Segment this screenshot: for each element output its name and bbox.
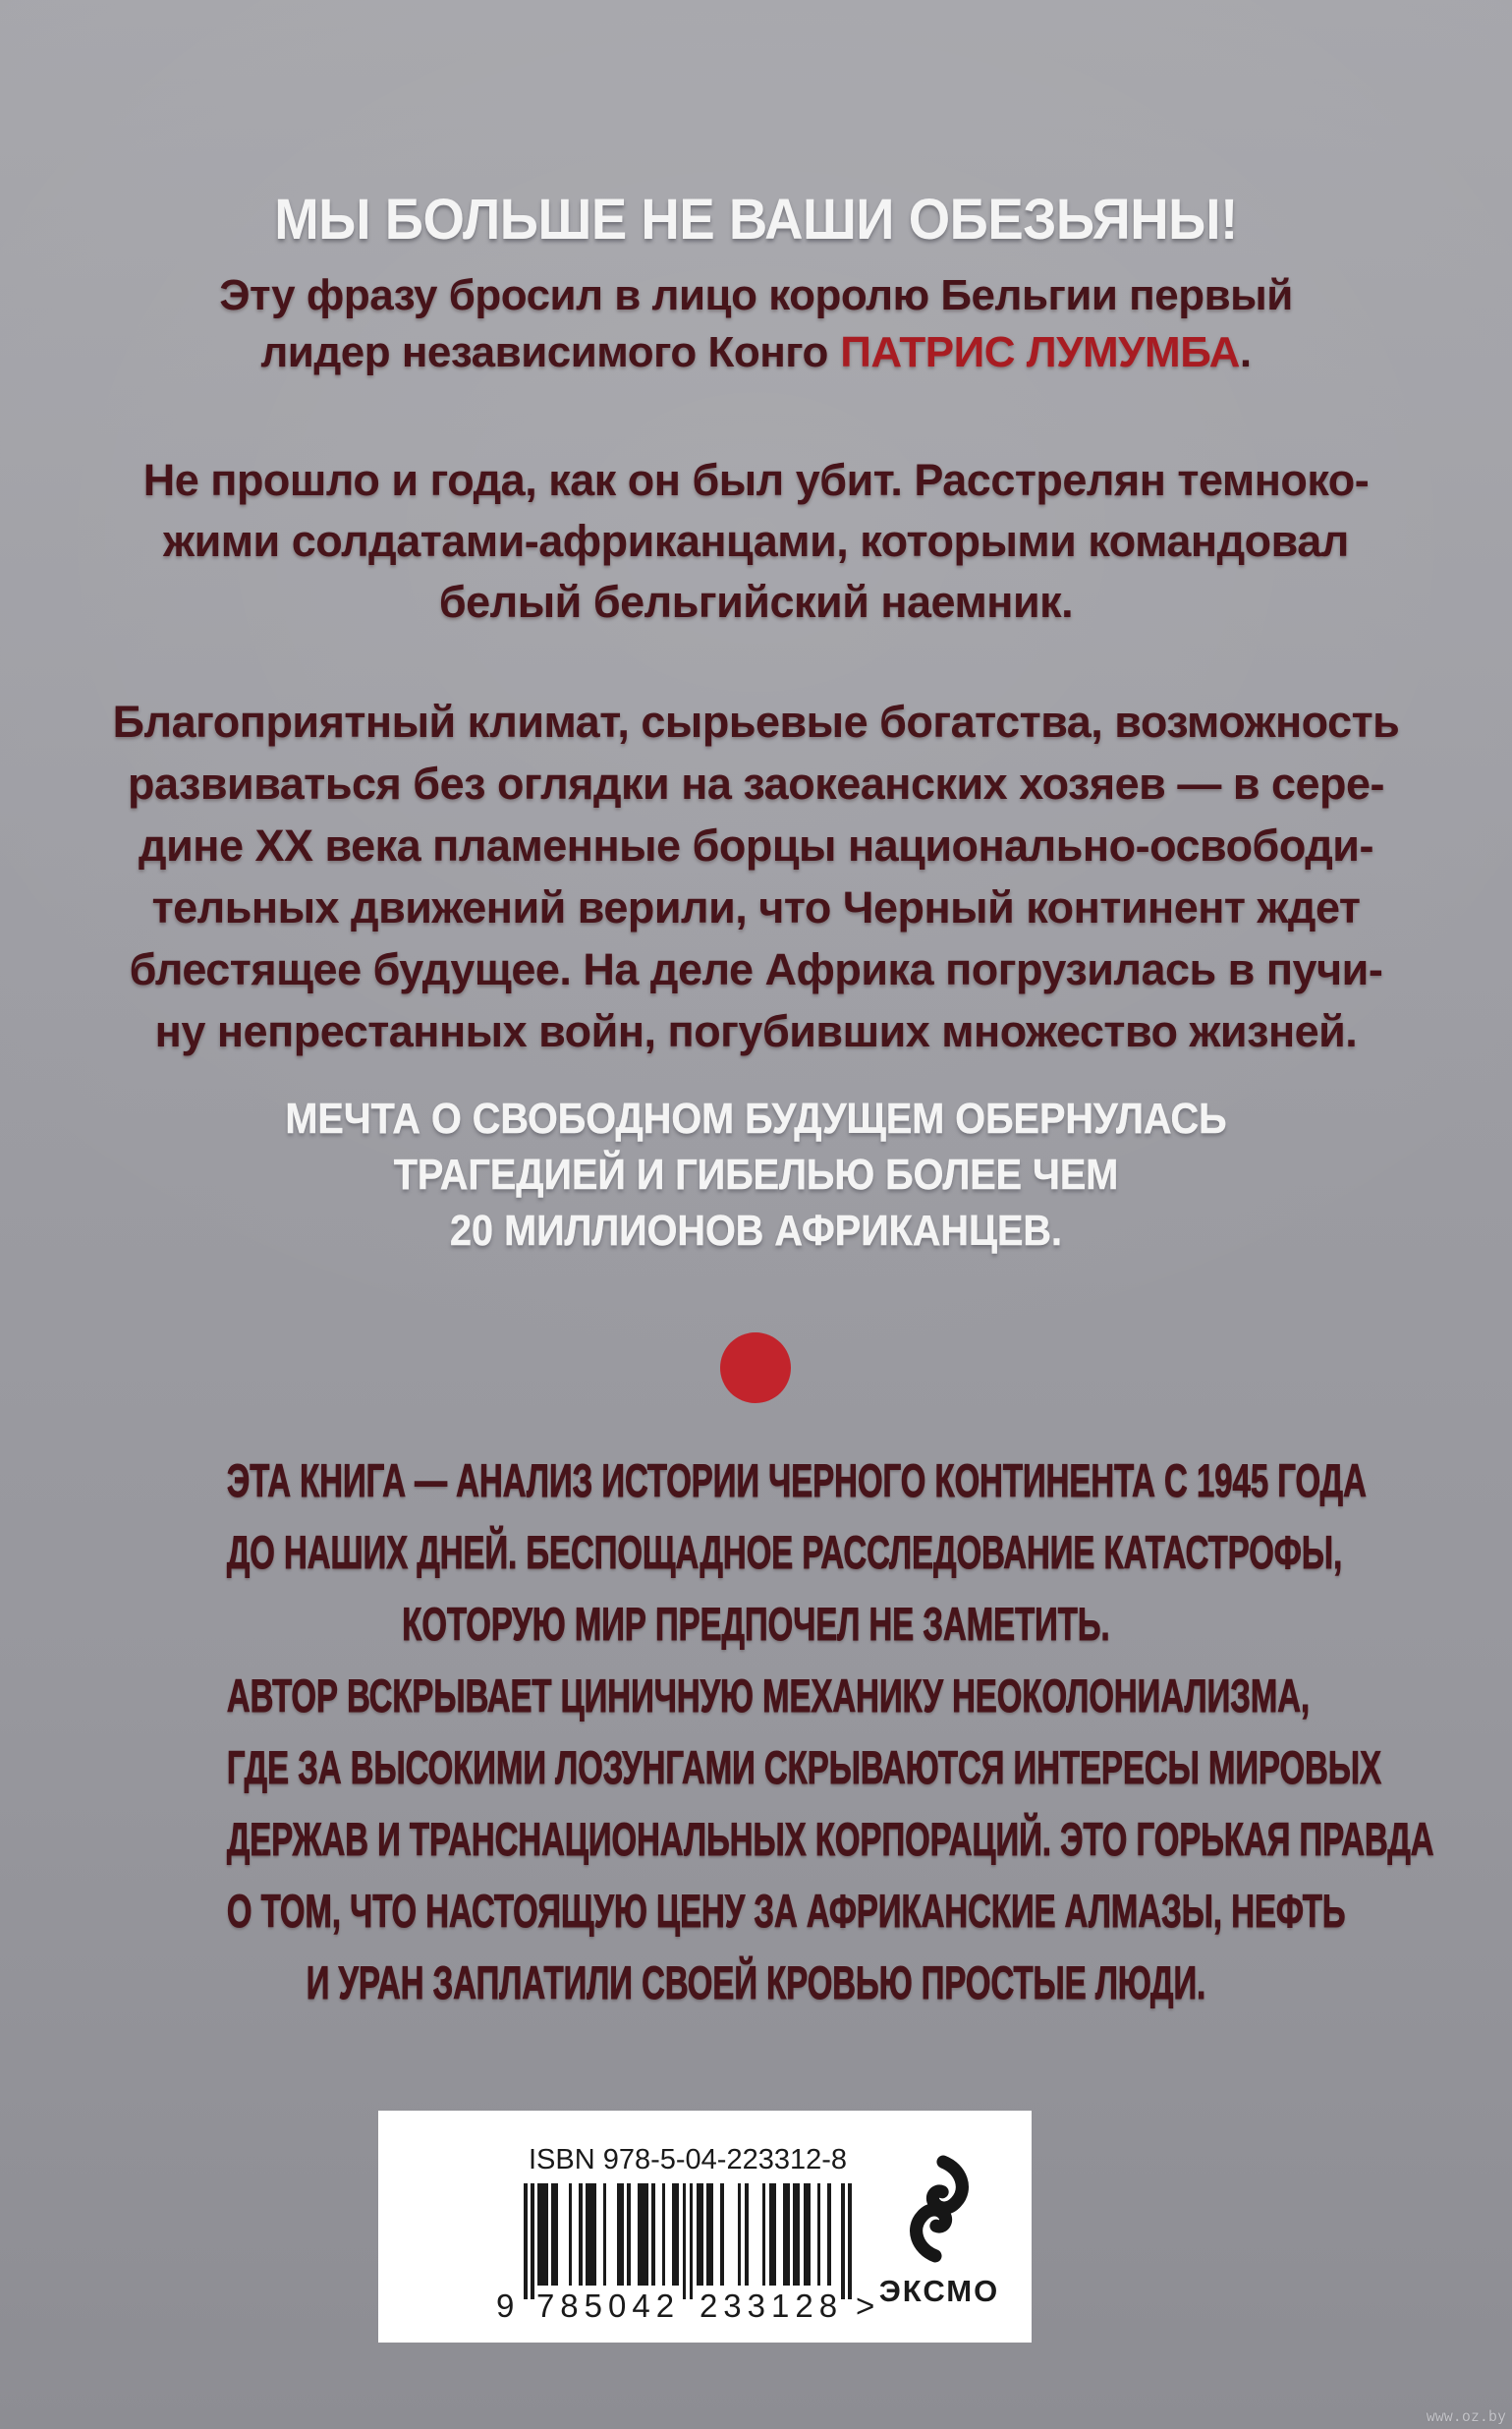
barcode-digit-lead: 9 bbox=[496, 2288, 515, 2324]
murder-line: Не прошло и года, как он был убит. Расстрелян темноко- bbox=[142, 455, 1370, 505]
watermark: www.oz.by bbox=[1426, 2407, 1506, 2425]
barcode-digit-group-1: 785042 bbox=[535, 2288, 681, 2324]
annotation-line: ДО НАШИХ ДНЕЙ. БЕСПОЩАДНОЕ РАССЛЕДОВАНИЕ КАТАСТРОФЫ, bbox=[226, 1526, 1343, 1578]
barcode-bar bbox=[569, 2183, 573, 2286]
africa-paragraph bbox=[0, 691, 1512, 1062]
barcode-bar bbox=[793, 2183, 800, 2286]
murder-line: жими солдатами-африканцами, которыми командовал bbox=[163, 516, 1349, 566]
lumumba-name: ПАТРИС ЛУМУМБА bbox=[840, 328, 1240, 376]
barcode-bar bbox=[586, 2183, 596, 2286]
barcode-bar bbox=[537, 2183, 548, 2286]
barcode-bar bbox=[617, 2183, 624, 2286]
barcode-bar bbox=[848, 2183, 852, 2299]
africa-line: ну непрестанных войн, погубивших множество жизней. bbox=[154, 1006, 1358, 1056]
intro-line-2-suffix: . bbox=[1239, 328, 1252, 376]
barcode-bar bbox=[745, 2183, 749, 2286]
red-dot-divider-icon bbox=[720, 1332, 791, 1403]
africa-line: Благоприятный климат, сырьевые богатства, возможность bbox=[112, 697, 1400, 747]
intro-line-2-prefix: лидер независимого Конго bbox=[260, 328, 828, 376]
isbn-label: ISBN 978-5-04-223312-8 bbox=[528, 2144, 848, 2175]
barcode-bar bbox=[804, 2183, 811, 2286]
barcode-bar bbox=[662, 2183, 666, 2286]
africa-line: дине XX века пламенные борцы национально-освободи- bbox=[139, 820, 1373, 871]
barcode-bar bbox=[720, 2183, 724, 2286]
barcode-bar bbox=[603, 2183, 607, 2286]
annotation-line: ДЕРЖАВ И ТРАНСНАЦИОНАЛЬНЫХ КОРПОРАЦИЙ. ЭТО ГОРЬКАЯ ПРАВДА bbox=[226, 1813, 1434, 1865]
annotation-line: КОТОРУЮ МИР ПРЕДПОЧЕЛ НЕ ЗАМЕТИТЬ. bbox=[402, 1598, 1110, 1650]
annotation-line: И УРАН ЗАПЛАТИЛИ СВОЕЙ КРОВЬЮ ПРОСТЫЕ ЛЮДИ. bbox=[306, 1956, 1206, 2008]
dream-line: МЕЧТА О СВОБОДНОМ БУДУЩЕМ ОБЕРНУЛАСЬ bbox=[285, 1095, 1227, 1143]
barcode-bar bbox=[627, 2183, 631, 2286]
barcode-bar bbox=[683, 2183, 687, 2299]
barcode-box bbox=[378, 2111, 1032, 2343]
publisher-name: ЭКСМО bbox=[878, 2274, 1000, 2308]
barcode-bar bbox=[638, 2183, 648, 2286]
barcode-bar bbox=[531, 2183, 534, 2299]
annotation-line: ГДЕ ЗА ВЫСОКИМИ ЛОЗУНГАМИ СКРЫВАЮТСЯ ИНТЕРЕСЫ МИРОВЫХ bbox=[226, 1741, 1382, 1793]
dream-block bbox=[76, 1091, 1436, 1259]
murder-line: белый бельгийский наемник. bbox=[438, 577, 1074, 627]
barcode-bar bbox=[841, 2183, 845, 2299]
barcode-bar bbox=[769, 2183, 776, 2286]
eksmo-logo-icon bbox=[898, 2154, 980, 2264]
annotation-line: АВТОР ВСКРЫВАЕТ ЦИНИЧНУЮ МЕХАНИКУ НЕОКОЛОНИАЛИЗМА, bbox=[226, 1669, 1311, 1722]
dream-line: ТРАГЕДИЕЙ И ГИБЕЛЬЮ БОЛЕЕ ЧЕМ bbox=[393, 1151, 1119, 1199]
barcode-bar bbox=[524, 2183, 528, 2299]
barcode-bar bbox=[817, 2183, 821, 2286]
publisher-block bbox=[874, 2154, 1004, 2309]
barcode-bar bbox=[690, 2183, 694, 2299]
africa-line: тельных движений верили, что Черный континент ждет bbox=[151, 882, 1361, 932]
africa-line: блестящее будущее. На деле Африка погрузилась в пучи- bbox=[129, 944, 1383, 994]
barcode-bar bbox=[827, 2183, 831, 2286]
barcode-bar bbox=[579, 2183, 583, 2286]
barcode-bar bbox=[762, 2183, 766, 2286]
murder-paragraph bbox=[0, 450, 1512, 633]
annotation-line: О ТОМ, ЧТО НАСТОЯЩУЮ ЦЕНУ ЗА АФРИКАНСКИЕ АЛМАЗЫ, НЕФТЬ bbox=[226, 1885, 1346, 1937]
barcode-group bbox=[496, 2144, 875, 2324]
barcode-bar bbox=[738, 2183, 742, 2286]
barcode-bar bbox=[783, 2183, 790, 2286]
barcode-bar bbox=[697, 2183, 703, 2286]
barcode-bar bbox=[651, 2183, 655, 2286]
book-annotation-block bbox=[226, 1444, 1434, 2018]
barcode-bar bbox=[672, 2183, 679, 2286]
barcode-trailing-char: > bbox=[856, 2288, 875, 2324]
annotation-line: ЭТА КНИГА — АНАЛИЗ ИСТОРИИ ЧЕРНОГО КОНТИНЕНТА С 1945 ГОДА bbox=[226, 1454, 1367, 1506]
intro-line-1: Эту фразу бросил в лицо королю Бельгии первый bbox=[219, 271, 1293, 319]
intro-line-2 bbox=[0, 324, 1512, 381]
ean-barcode bbox=[524, 2183, 852, 2299]
headline: МЫ БОЛЬШЕ НЕ ВАШИ ОБЕЗЬЯНЫ! bbox=[274, 188, 1238, 252]
barcode-bar bbox=[706, 2183, 713, 2286]
intro-paragraph bbox=[0, 267, 1512, 381]
dream-line: 20 МИЛЛИОНОВ АФРИКАНЦЕВ. bbox=[450, 1207, 1062, 1255]
africa-line: развиваться без оглядки на заокеанских хозяев — в сере- bbox=[127, 759, 1385, 809]
barcode-digits bbox=[496, 2288, 875, 2324]
barcode-bar bbox=[551, 2183, 558, 2286]
barcode-digit-group-2: 233128 bbox=[699, 2288, 844, 2324]
